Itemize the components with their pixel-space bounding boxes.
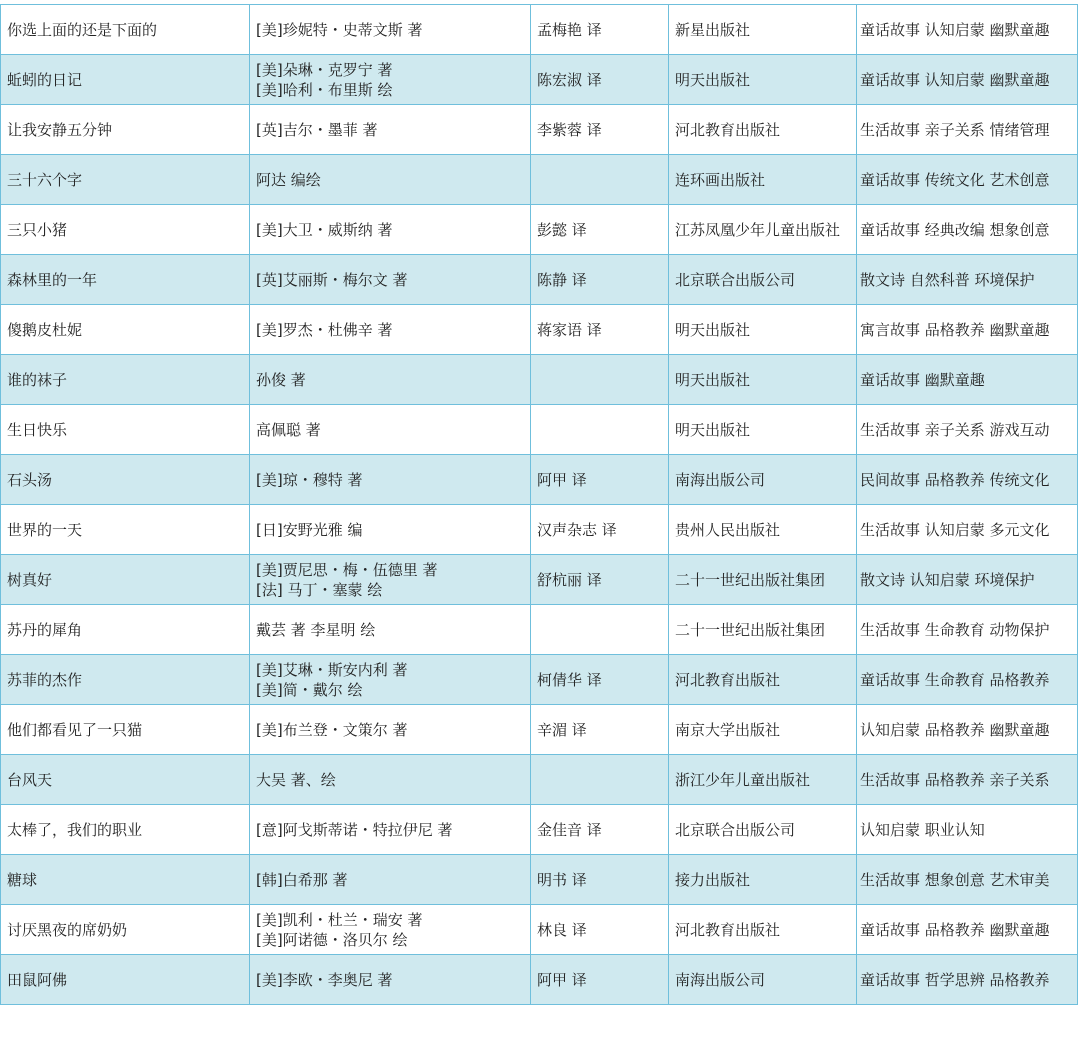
tags-cell: 生活故事 生命教育 动物保护	[857, 605, 1078, 655]
publisher-cell: 北京联合出版公司	[669, 805, 857, 855]
author-cell	[250, 555, 531, 605]
author-line: [英]艾丽斯・梅尔文 著	[256, 270, 408, 289]
book-title-cell: 苏菲的杰作	[1, 655, 250, 705]
publisher-cell: 贵州人民出版社	[669, 505, 857, 555]
author-cell	[250, 205, 531, 255]
author-line: [美]大卫・威斯纳 著	[256, 220, 393, 239]
author-line: 阿达 编绘	[256, 170, 321, 189]
author-cell	[250, 605, 531, 655]
translator-cell	[531, 155, 669, 205]
author-line: 大吴 著、绘	[256, 770, 336, 789]
publisher-cell: 接力出版社	[669, 855, 857, 905]
translator-cell: 孟梅艳 译	[531, 5, 669, 55]
author-line: 高佩聪 著	[256, 420, 321, 439]
publisher-cell: 浙江少年儿童出版社	[669, 755, 857, 805]
book-title-cell: 田鼠阿佛	[1, 955, 250, 1005]
author-cell	[250, 755, 531, 805]
table-row	[1, 555, 1078, 605]
author-cell	[250, 655, 531, 705]
table-row	[1, 455, 1078, 505]
book-title-cell: 树真好	[1, 555, 250, 605]
book-title-cell: 生日快乐	[1, 405, 250, 455]
publisher-cell: 连环画出版社	[669, 155, 857, 205]
translator-cell: 陈静 译	[531, 255, 669, 305]
translator-cell	[531, 405, 669, 455]
author-cell	[250, 105, 531, 155]
translator-cell: 汉声杂志 译	[531, 505, 669, 555]
book-title-cell: 三十六个字	[1, 155, 250, 205]
author-line: [意]阿戈斯蒂诺・特拉伊尼 著	[256, 820, 453, 839]
publisher-cell: 明天出版社	[669, 405, 857, 455]
book-title-cell: 石头汤	[1, 455, 250, 505]
translator-cell: 明书 译	[531, 855, 669, 905]
author-line: 戴芸 著 李星明 绘	[256, 620, 376, 639]
book-title-cell: 糖球	[1, 855, 250, 905]
tags-cell: 生活故事 品格教养 亲子关系	[857, 755, 1078, 805]
book-title-cell: 蚯蚓的日记	[1, 55, 250, 105]
tags-cell: 民间故事 品格教养 传统文化	[857, 455, 1078, 505]
translator-cell: 阿甲 译	[531, 955, 669, 1005]
table-row	[1, 905, 1078, 955]
author-cell	[250, 505, 531, 555]
tags-cell: 生活故事 亲子关系 情绪管理	[857, 105, 1078, 155]
author-line: [美]简・戴尔 绘	[256, 680, 363, 699]
table-row	[1, 105, 1078, 155]
author-line: 孙俊 著	[256, 370, 306, 389]
author-line: [美]琼・穆特 著	[256, 470, 363, 489]
book-title-cell: 你选上面的还是下面的	[1, 5, 250, 55]
translator-cell	[531, 355, 669, 405]
tags-cell: 童话故事 生命教育 品格教养	[857, 655, 1078, 705]
author-cell	[250, 255, 531, 305]
book-title-cell: 讨厌黑夜的席奶奶	[1, 905, 250, 955]
table-row	[1, 205, 1078, 255]
publisher-cell: 明天出版社	[669, 305, 857, 355]
author-cell	[250, 155, 531, 205]
publisher-cell: 新星出版社	[669, 5, 857, 55]
table-row	[1, 655, 1078, 705]
table-row	[1, 755, 1078, 805]
tags-cell: 寓言故事 品格教养 幽默童趣	[857, 305, 1078, 355]
tags-cell: 散文诗 认知启蒙 环境保护	[857, 555, 1078, 605]
author-cell	[250, 5, 531, 55]
tags-cell: 童话故事 经典改编 想象创意	[857, 205, 1078, 255]
author-line: [美]李欧・李奥尼 著	[256, 970, 393, 989]
table-row	[1, 255, 1078, 305]
author-line: [美]哈利・布里斯 绘	[256, 80, 393, 99]
table-row	[1, 805, 1078, 855]
table-row	[1, 155, 1078, 205]
table-row	[1, 955, 1078, 1005]
table-row	[1, 855, 1078, 905]
translator-cell: 蒋家语 译	[531, 305, 669, 355]
author-line: [美]凯利・杜兰・瑞安 著	[256, 910, 423, 929]
author-line: [日]安野光雅 编	[256, 520, 363, 539]
publisher-cell: 河北教育出版社	[669, 655, 857, 705]
publisher-cell: 江苏凤凰少年儿童出版社	[669, 205, 857, 255]
publisher-cell: 南海出版公司	[669, 955, 857, 1005]
author-line: [韩]白希那 著	[256, 870, 348, 889]
book-title-cell: 台风天	[1, 755, 250, 805]
author-line: [美]罗杰・杜佛辛 著	[256, 320, 393, 339]
book-list-table	[0, 4, 1078, 1005]
publisher-cell: 二十一世纪出版社集团	[669, 555, 857, 605]
table-row	[1, 305, 1078, 355]
tags-cell: 生活故事 亲子关系 游戏互动	[857, 405, 1078, 455]
author-line: [美]贾尼思・梅・伍德里 著	[256, 560, 438, 579]
book-list-body	[1, 5, 1078, 1005]
translator-cell	[531, 605, 669, 655]
translator-cell: 辛湄 译	[531, 705, 669, 755]
translator-cell: 李紫蓉 译	[531, 105, 669, 155]
translator-cell: 柯倩华 译	[531, 655, 669, 705]
author-line: [美]朵琳・克罗宁 著	[256, 60, 393, 79]
publisher-cell: 河北教育出版社	[669, 905, 857, 955]
author-cell	[250, 955, 531, 1005]
tags-cell: 童话故事 认知启蒙 幽默童趣	[857, 5, 1078, 55]
book-title-cell: 让我安静五分钟	[1, 105, 250, 155]
table-row	[1, 55, 1078, 105]
author-line: [法] 马丁・塞蒙 绘	[256, 580, 383, 599]
tags-cell: 生活故事 想象创意 艺术审美	[857, 855, 1078, 905]
tags-cell: 童话故事 认知启蒙 幽默童趣	[857, 55, 1078, 105]
author-line: [美]艾琳・斯安内利 著	[256, 660, 408, 679]
author-cell	[250, 405, 531, 455]
tags-cell: 童话故事 传统文化 艺术创意	[857, 155, 1078, 205]
tags-cell: 认知启蒙 职业认知	[857, 805, 1078, 855]
book-title-cell: 太棒了，我们的职业	[1, 805, 250, 855]
publisher-cell: 明天出版社	[669, 355, 857, 405]
tags-cell: 童话故事 幽默童趣	[857, 355, 1078, 405]
book-title-cell: 他们都看见了一只猫	[1, 705, 250, 755]
author-cell	[250, 905, 531, 955]
book-title-cell: 世界的一天	[1, 505, 250, 555]
tags-cell: 生活故事 认知启蒙 多元文化	[857, 505, 1078, 555]
book-title-cell: 三只小猪	[1, 205, 250, 255]
author-cell	[250, 455, 531, 505]
translator-cell: 彭懿 译	[531, 205, 669, 255]
tags-cell: 散文诗 自然科普 环境保护	[857, 255, 1078, 305]
tags-cell: 童话故事 哲学思辨 品格教养	[857, 955, 1078, 1005]
publisher-cell: 明天出版社	[669, 55, 857, 105]
publisher-cell: 二十一世纪出版社集团	[669, 605, 857, 655]
author-cell	[250, 355, 531, 405]
table-row	[1, 355, 1078, 405]
author-line: [美]布兰登・文策尔 著	[256, 720, 408, 739]
author-cell	[250, 855, 531, 905]
tags-cell: 童话故事 品格教养 幽默童趣	[857, 905, 1078, 955]
publisher-cell: 北京联合出版公司	[669, 255, 857, 305]
table-row	[1, 405, 1078, 455]
table-row	[1, 705, 1078, 755]
publisher-cell: 河北教育出版社	[669, 105, 857, 155]
table-row	[1, 605, 1078, 655]
tags-cell: 认知启蒙 品格教养 幽默童趣	[857, 705, 1078, 755]
translator-cell: 阿甲 译	[531, 455, 669, 505]
publisher-cell: 南京大学出版社	[669, 705, 857, 755]
author-cell	[250, 55, 531, 105]
author-cell	[250, 805, 531, 855]
author-cell	[250, 705, 531, 755]
translator-cell: 金佳音 译	[531, 805, 669, 855]
translator-cell	[531, 755, 669, 805]
author-line: [英]吉尔・墨菲 著	[256, 120, 378, 139]
table-row	[1, 505, 1078, 555]
translator-cell: 陈宏淑 译	[531, 55, 669, 105]
author-cell	[250, 305, 531, 355]
book-title-cell: 傻鹅皮杜妮	[1, 305, 250, 355]
author-line: [美]珍妮特・史蒂文斯 著	[256, 20, 423, 39]
translator-cell: 舒杭丽 译	[531, 555, 669, 605]
translator-cell: 林良 译	[531, 905, 669, 955]
book-title-cell: 谁的袜子	[1, 355, 250, 405]
book-title-cell: 森林里的一年	[1, 255, 250, 305]
author-line: [美]阿诺德・洛贝尔 绘	[256, 930, 408, 949]
table-row	[1, 5, 1078, 55]
publisher-cell: 南海出版公司	[669, 455, 857, 505]
book-title-cell: 苏丹的犀角	[1, 605, 250, 655]
